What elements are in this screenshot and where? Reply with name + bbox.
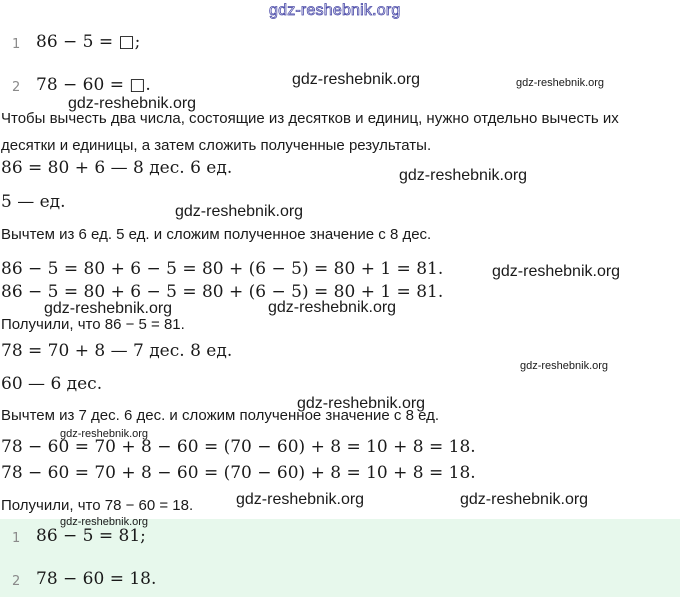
- task-item-expression: 78 − 60 = □.: [36, 75, 151, 95]
- answer-item-number: 1: [12, 531, 21, 546]
- calculation-line: 78 − 60 = 70 + 8 − 60 = (70 − 60) + 8 = 10 + 8 = 18.: [1, 437, 476, 457]
- watermark: gdz-reshebnik.org: [460, 491, 589, 508]
- watermark: gdz-reshebnik.org: [60, 516, 149, 528]
- step-description: Вычтем из 6 ед. 5 ед. и сложим полученное значение с 8 дес.: [1, 226, 432, 243]
- step-description: Вычтем из 7 дес. 6 дес. и сложим полученное значение с 8 ед.: [1, 407, 440, 424]
- watermark: gdz-reshebnik.org: [268, 299, 397, 316]
- task-item-number: 1: [12, 37, 21, 52]
- watermark-top: gdz-reshebnik.org: [269, 2, 401, 19]
- result-statement: Получили, что 78 − 60 = 18.: [1, 497, 194, 514]
- watermark: gdz-reshebnik.org: [236, 491, 365, 508]
- watermark: gdz-reshebnik.org: [399, 167, 528, 184]
- task-item-number: 2: [12, 80, 21, 95]
- calculation-line: 78 − 60 = 70 + 8 − 60 = (70 − 60) + 8 = 10 + 8 = 18.: [1, 463, 476, 483]
- tens-60: 60 — 6 дес.: [1, 374, 103, 394]
- watermark: gdz-reshebnik.org: [516, 77, 605, 89]
- watermark: gdz-reshebnik.org: [68, 95, 197, 112]
- watermark: gdz-reshebnik.org: [60, 428, 149, 440]
- watermark: gdz-reshebnik.org: [292, 71, 421, 88]
- watermark: gdz-reshebnik.org: [492, 263, 621, 280]
- answer-item-expression: 86 − 5 = 81;: [36, 526, 146, 546]
- task-item-expression: 86 − 5 = □;: [36, 32, 141, 52]
- calculation-line: 86 − 5 = 80 + 6 − 5 = 80 + (6 − 5) = 80 + 1 = 81.: [1, 259, 444, 279]
- watermark: gdz-reshebnik.org: [175, 203, 304, 220]
- watermark: gdz-reshebnik.org: [297, 395, 426, 412]
- decomposition-78: 78 = 70 + 8 — 7 дес. 8 ед.: [1, 341, 233, 361]
- answer-item-number: 2: [12, 574, 21, 589]
- result-statement: Получили, что 86 − 5 = 81.: [1, 316, 185, 333]
- watermark: gdz-reshebnik.org: [44, 300, 173, 317]
- calculation-line: 86 − 5 = 80 + 6 − 5 = 80 + (6 − 5) = 80 + 1 = 81.: [1, 282, 444, 302]
- watermark: gdz-reshebnik.org: [520, 360, 609, 372]
- answer-item-expression: 78 − 60 = 18.: [36, 569, 157, 589]
- units-5: 5 — ед.: [1, 192, 66, 212]
- decomposition-86: 86 = 80 + 6 — 8 дес. 6 ед.: [1, 158, 233, 178]
- solution-intro: Чтобы вычесть два числа, состоящие из десятков и единиц, нужно отдельно вычесть их десятки и единицы, а затем сложить полученные результаты.: [1, 110, 619, 154]
